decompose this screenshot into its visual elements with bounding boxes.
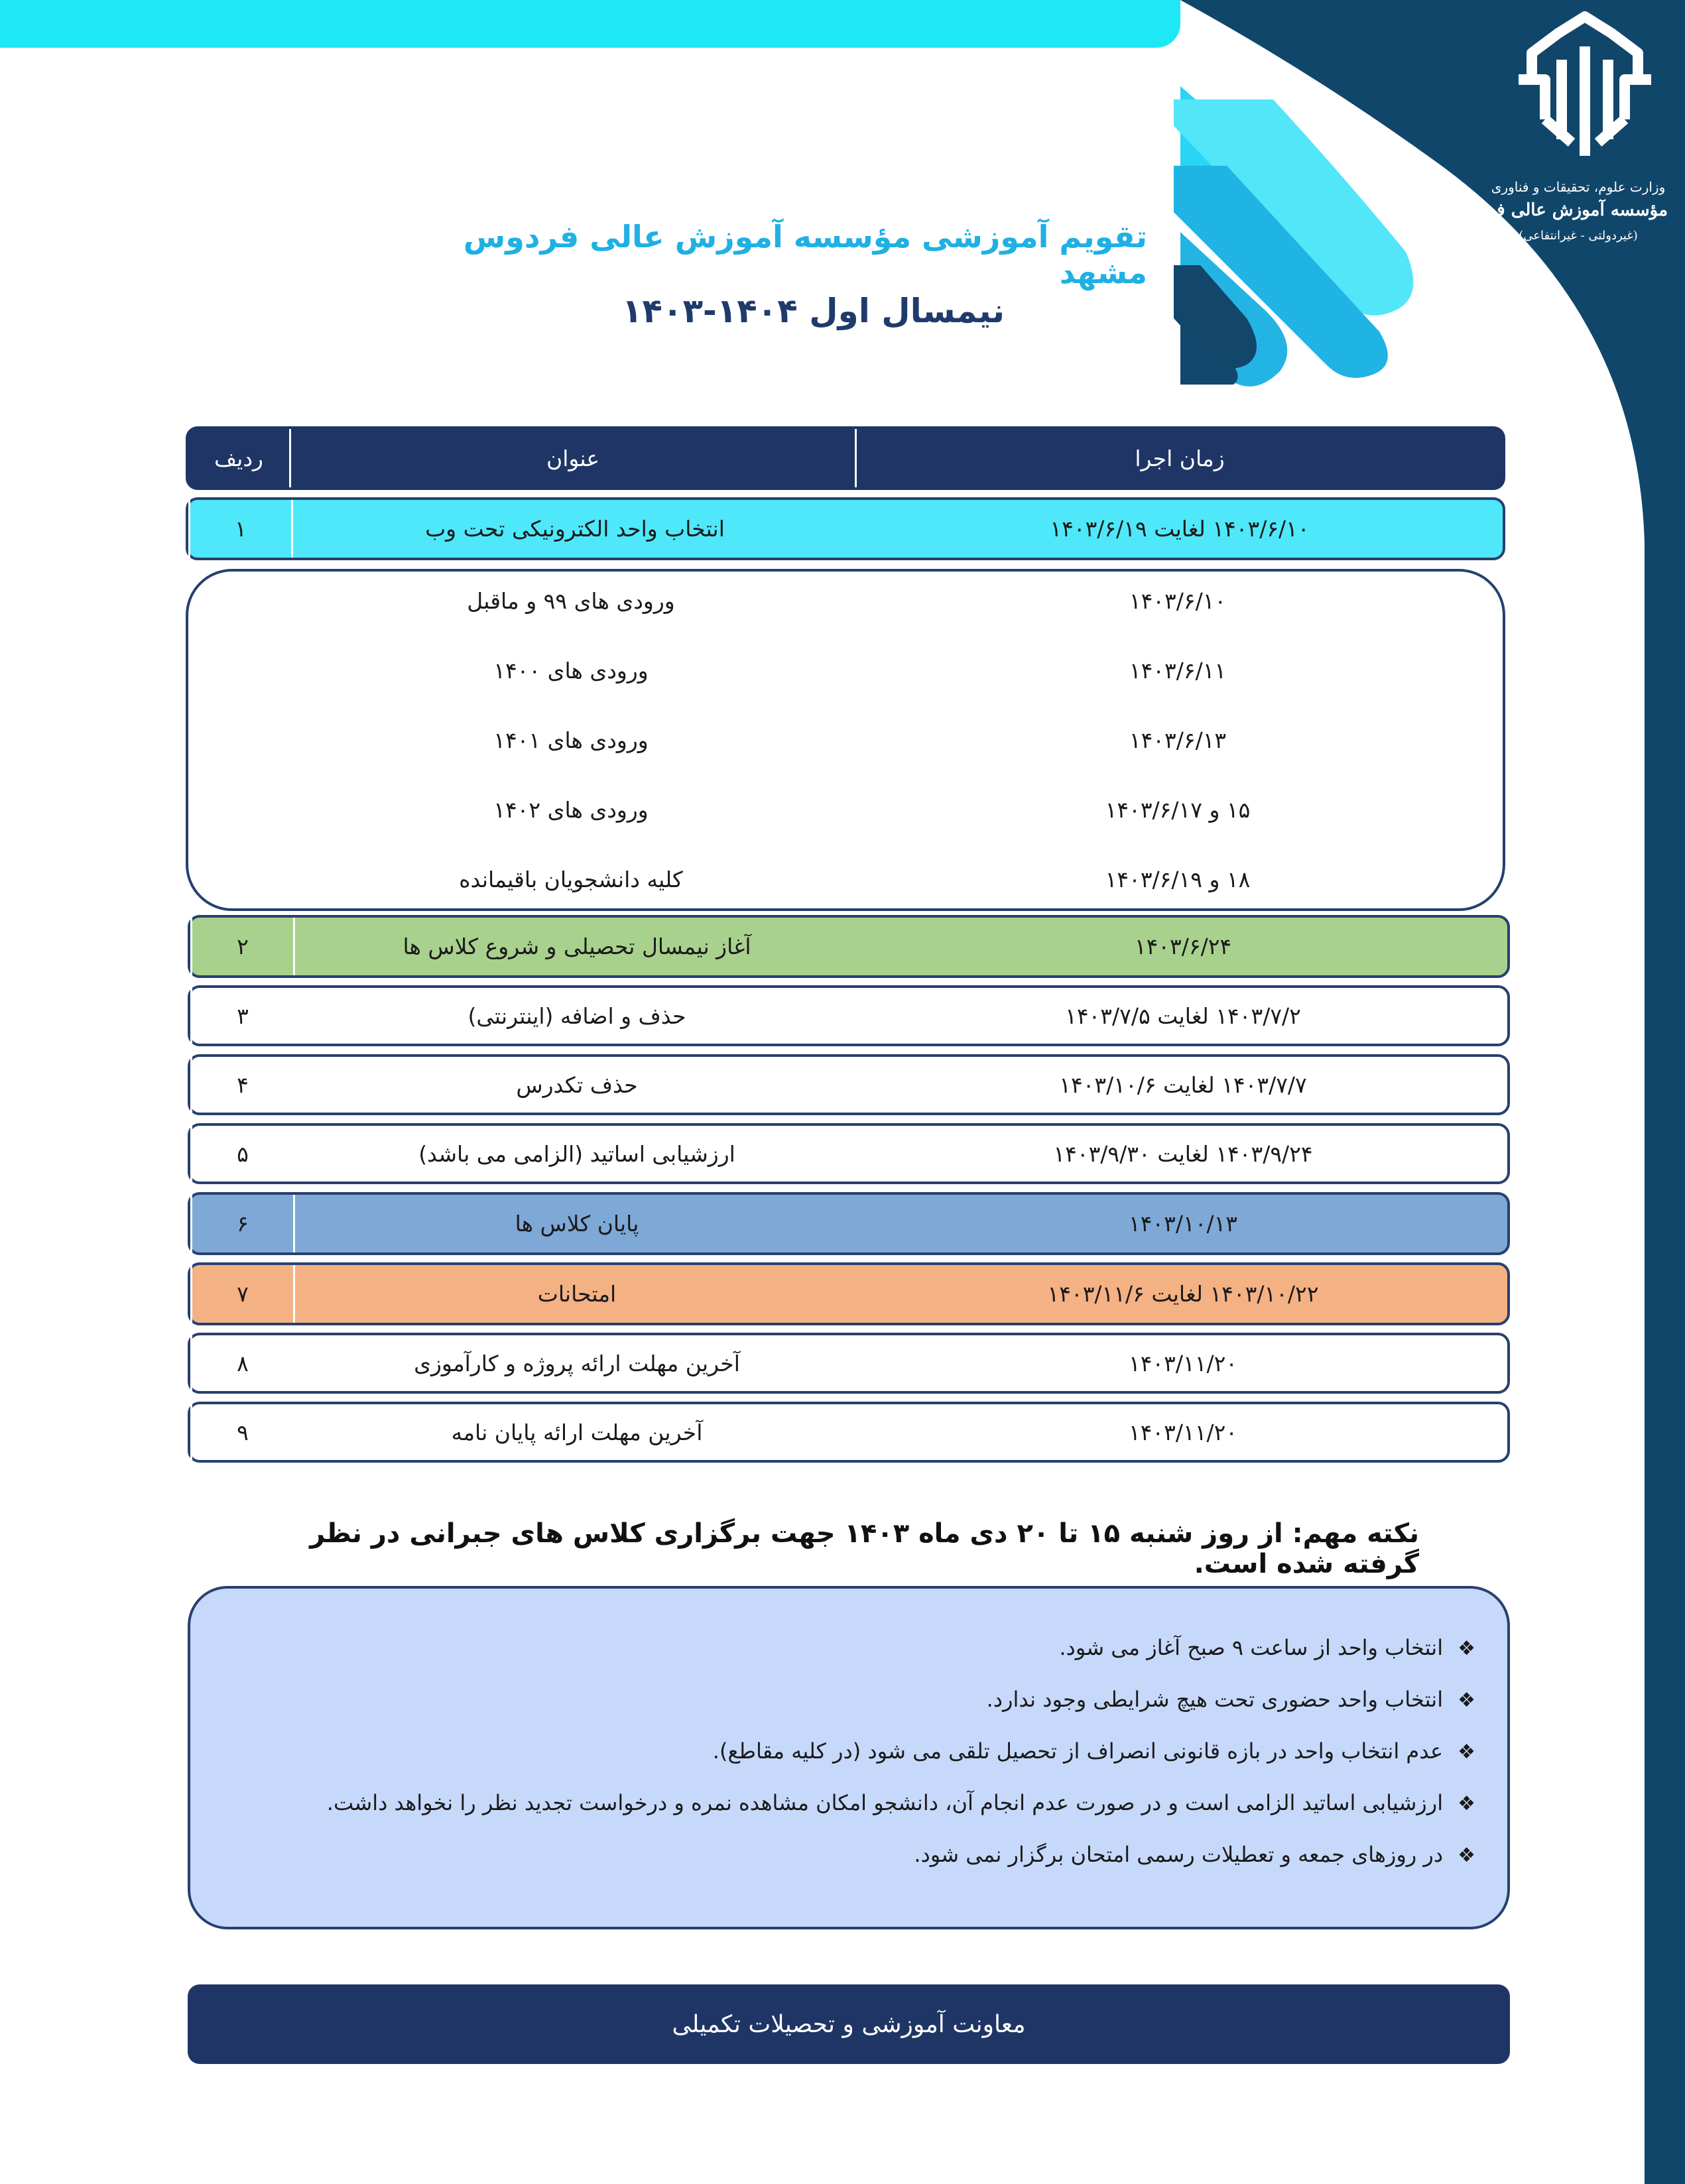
row-date: ۱۴۰۳/۱۱/۲۰ [1128,1350,1238,1376]
sub-row-spacer [188,658,289,698]
sub-row-date: ۱۸ و ۱۴۰۳/۶/۱۹ [1105,867,1251,892]
row-number: ۲ [190,918,293,975]
sub-row-title: ورودی های ۱۴۰۲ [493,797,649,823]
row-number: ۴ [190,1057,293,1113]
sub-row-date: ۱۴۰۳/۶/۱۳ [1129,727,1227,753]
row-date: ۱۴۰۳/۷/۷ لغایت ۱۴۰۳/۱۰/۶ [1059,1071,1307,1098]
diamond-bullet-icon: ❖ [1458,1689,1475,1712]
note-bullet [229,1687,1475,1712]
sub-row-spacer [188,867,289,906]
row-number: ۳ [190,988,293,1044]
note-bullet [229,1635,1475,1660]
note-bullet-text: در روزهای جمعه و تعطیلات رسمی امتحان برگزار نمی شود. [914,1842,1444,1867]
sub-row-date: ۱۴۰۳/۶/۱۱ [1129,658,1227,684]
logo-status-text: (غیردولتی - غیرانتفاعی) [1519,229,1638,243]
row-title: حذف و اضافه (اینترنتی) [293,988,859,1044]
registration-sub-row [188,797,1503,837]
row-title: حذف تکدرس [293,1057,859,1113]
note-bullet [229,1842,1475,1867]
row-date: ۱۴۰۳/۶/۱۰ لغایت ۱۴۰۳/۶/۱۹ [1050,516,1310,542]
important-note: نکته مهم: از روز شنبه ۱۵ تا ۲۰ دی ماه ۱۴۰۳ جهت برگزاری کلاس های جبرانی در نظر گرفته شده است. [310,1518,1419,1579]
table-row [188,1054,1510,1115]
sub-row-spacer [188,797,289,837]
registration-schedule-box [186,569,1505,911]
row-number: ۸ [190,1335,293,1391]
registration-sub-row [188,658,1503,698]
table-row [188,1192,1510,1255]
note-bullet-text: ارزشیابی اساتید الزامی است و در صورت عدم انجام آن، دانشجو امکان مشاهده نمره و درخواست تجدید نظر را نخواهد داشت. [326,1790,1444,1815]
sub-row-title: ورودی های ۱۴۰۰ [493,658,649,684]
note-bullet-text: انتخاب واحد حضوری تحت هیچ شرایطی وجود ندارد. [986,1687,1444,1712]
row-date: ۱۴۰۳/۷/۲ لغایت ۱۴۰۳/۷/۵ [1065,1002,1301,1029]
row-date: ۱۴۰۳/۱۰/۲۲ لغایت ۱۴۰۳/۱۱/۶ [1047,1281,1319,1307]
diamond-bullet-icon: ❖ [1458,1792,1475,1815]
row-title: پایان کلاس ها [293,1195,859,1252]
sub-row-title: ورودی های ۹۹ و ماقبل [467,588,675,614]
note-bullet-text: انتخاب واحد از ساعت ۹ صبح آغاز می شود. [1059,1635,1444,1660]
registration-sub-row [188,727,1503,767]
row-title: انتخاب واحد الکترونیکی تحت وب [291,500,857,558]
sub-row-date: ۱۵ و ۱۴۰۳/۶/۱۷ [1105,797,1251,823]
sub-row-spacer [188,727,289,767]
diamond-bullet-icon: ❖ [1458,1844,1475,1867]
header-date: زمان اجرا [1135,445,1225,471]
diamond-bullet-icon: ❖ [1458,1740,1475,1764]
footer-department: معاونت آموزشی و تحصیلات تکمیلی [188,1984,1510,2064]
note-bullet-text: عدم انتخاب واحد در بازه قانونی انصراف از تحصیل تلقی می شود (در کلیه مقاطع). [712,1738,1444,1764]
table-row [188,1402,1510,1463]
top-accent-bar [0,0,1180,48]
logo-ministry-text: وزارت علوم، تحقیقات و فناوری [1491,179,1666,195]
page-title: تقویم آموزشی مؤسسه آموزش عالی فردوس مشهد [463,219,1147,290]
institute-logo-icon [1505,7,1664,166]
row-number: ۹ [190,1404,293,1460]
table-row [188,985,1510,1046]
header-num: ردیف [188,429,291,487]
sub-row-date: ۱۴۰۳/۶/۱۰ [1129,588,1227,614]
registration-sub-row [188,588,1503,628]
row-title: ارزشیابی اساتید (الزامی می باشد) [293,1126,859,1182]
table-row [186,497,1505,560]
registration-sub-row [188,867,1503,906]
row-title: آغاز نیمسال تحصیلی و شروع کلاس ها [293,918,859,975]
row-title: آخرین مهلت ارائه پروژه و کارآموزی [293,1335,859,1391]
note-bullet [229,1738,1475,1764]
row-date: ۱۴۰۳/۱۱/۲۰ [1128,1419,1238,1445]
table-row [188,1123,1510,1184]
table-header-row [186,426,1505,490]
sub-row-title: کلیه دانشجویان باقیمانده [459,867,683,892]
table-row [188,915,1510,978]
sub-row-spacer [188,588,289,628]
notes-box [188,1586,1510,1929]
row-number: ۵ [190,1126,293,1182]
diamond-bullet-icon: ❖ [1458,1637,1475,1660]
logo-institute-name: مؤسسه آموزش عالی فردوس [1450,200,1668,220]
sub-row-title: ورودی های ۱۴۰۱ [493,727,649,753]
row-title: آخرین مهلت ارائه پایان نامه [293,1404,859,1460]
table-row [188,1262,1510,1325]
table-row [188,1333,1510,1394]
note-bullet [229,1790,1475,1815]
row-title: امتحانات [293,1265,859,1323]
row-number: ۷ [190,1265,293,1323]
row-number: ۶ [190,1195,293,1252]
row-date: ۱۴۰۳/۶/۲۴ [1134,934,1232,959]
page-subtitle: نیمسال اول ۱۴۰۴-۱۴۰۳ [621,292,1005,330]
header-title: عنوان [291,429,857,487]
row-date: ۱۴۰۳/۹/۲۴ لغایت ۱۴۰۳/۹/۳۰ [1053,1140,1313,1167]
row-number: ۱ [188,500,291,558]
row-date: ۱۴۰۳/۱۰/۱۳ [1128,1211,1238,1237]
